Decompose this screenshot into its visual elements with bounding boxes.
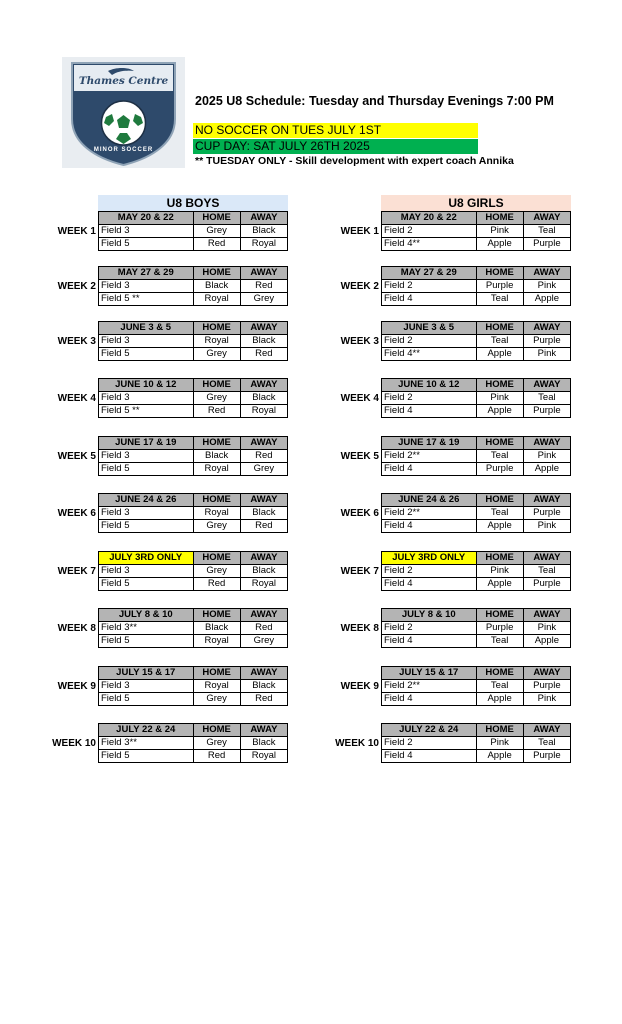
home-header: HOME bbox=[476, 437, 523, 450]
girls-week-3 bbox=[340, 321, 622, 364]
home-team-cell: Royal bbox=[193, 507, 240, 520]
home-team-cell: Royal bbox=[193, 335, 240, 348]
girls-week-4 bbox=[340, 378, 622, 421]
table-row bbox=[99, 335, 288, 348]
home-header: HOME bbox=[193, 494, 240, 507]
field-cell: Field 4 bbox=[382, 693, 477, 706]
field-cell: Field 2 bbox=[382, 280, 477, 293]
field-cell: Field 5 bbox=[99, 348, 194, 361]
away-team-cell: Pink bbox=[523, 693, 570, 706]
away-team-cell: Black bbox=[240, 392, 287, 405]
away-header: AWAY bbox=[523, 437, 570, 450]
schedule-table bbox=[98, 266, 288, 306]
away-team-cell: Grey bbox=[240, 635, 287, 648]
home-team-cell: Teal bbox=[476, 335, 523, 348]
week-dates: MAY 27 & 29 bbox=[382, 267, 477, 280]
away-header: AWAY bbox=[240, 667, 287, 680]
week-label: WEEK 3 bbox=[340, 336, 379, 347]
week-label: WEEK 4 bbox=[340, 393, 379, 404]
home-team-cell: Apple bbox=[476, 750, 523, 763]
home-team-cell: Teal bbox=[476, 293, 523, 306]
field-cell: Field 2 bbox=[382, 225, 477, 238]
table-row bbox=[99, 693, 288, 706]
home-team-cell: Pink bbox=[476, 225, 523, 238]
field-cell: Field 4 bbox=[382, 578, 477, 591]
home-header: HOME bbox=[193, 379, 240, 392]
table-header-row bbox=[99, 267, 288, 280]
boys-section-title: U8 BOYS bbox=[98, 195, 288, 211]
field-cell: Field 2** bbox=[382, 507, 477, 520]
away-team-cell: Apple bbox=[523, 463, 570, 476]
home-team-cell: Purple bbox=[476, 280, 523, 293]
away-header: AWAY bbox=[240, 724, 287, 737]
week-dates: JUNE 17 & 19 bbox=[382, 437, 477, 450]
field-cell: Field 3 bbox=[99, 450, 194, 463]
away-header: AWAY bbox=[523, 212, 570, 225]
table-row bbox=[99, 737, 288, 750]
week-label: WEEK 7 bbox=[57, 566, 96, 577]
girls-week-1 bbox=[340, 211, 622, 254]
table-row bbox=[382, 737, 571, 750]
week-dates: JULY 3RD ONLY bbox=[99, 552, 194, 565]
girls-week-6 bbox=[340, 493, 622, 536]
home-team-cell: Apple bbox=[476, 348, 523, 361]
week-label: WEEK 5 bbox=[340, 451, 379, 462]
home-team-cell: Teal bbox=[476, 635, 523, 648]
week-label: WEEK 1 bbox=[57, 226, 96, 237]
home-header: HOME bbox=[476, 494, 523, 507]
away-header: AWAY bbox=[523, 379, 570, 392]
girls-week-7 bbox=[340, 551, 622, 594]
field-cell: Field 4** bbox=[382, 348, 477, 361]
week-label: WEEK 6 bbox=[57, 508, 96, 519]
table-row bbox=[382, 463, 571, 476]
table-header-row bbox=[99, 667, 288, 680]
field-cell: Field 3 bbox=[99, 507, 194, 520]
week-dates: JUNE 10 & 12 bbox=[99, 379, 194, 392]
table-row bbox=[382, 225, 571, 238]
table-row bbox=[99, 578, 288, 591]
away-header: AWAY bbox=[240, 379, 287, 392]
field-cell: Field 2 bbox=[382, 737, 477, 750]
table-header-row bbox=[99, 322, 288, 335]
away-team-cell: Apple bbox=[523, 293, 570, 306]
schedule-table bbox=[98, 493, 288, 533]
home-header: HOME bbox=[193, 267, 240, 280]
home-team-cell: Black bbox=[193, 280, 240, 293]
home-team-cell: Teal bbox=[476, 450, 523, 463]
home-header: HOME bbox=[476, 552, 523, 565]
away-header: AWAY bbox=[240, 322, 287, 335]
field-cell: Field 5 ** bbox=[99, 405, 194, 418]
home-team-cell: Apple bbox=[476, 520, 523, 533]
field-cell: Field 5 bbox=[99, 635, 194, 648]
away-team-cell: Black bbox=[240, 507, 287, 520]
away-team-cell: Purple bbox=[523, 238, 570, 251]
table-header-row bbox=[382, 267, 571, 280]
home-team-cell: Red bbox=[193, 238, 240, 251]
week-dates: JUNE 24 & 26 bbox=[382, 494, 477, 507]
girls-week-8 bbox=[340, 608, 622, 651]
home-team-cell: Black bbox=[193, 450, 240, 463]
table-row bbox=[382, 507, 571, 520]
away-team-cell: Purple bbox=[523, 405, 570, 418]
week-dates: JUNE 17 & 19 bbox=[99, 437, 194, 450]
field-cell: Field 5 bbox=[99, 520, 194, 533]
table-row bbox=[382, 335, 571, 348]
week-label: WEEK 9 bbox=[340, 681, 379, 692]
home-header: HOME bbox=[193, 437, 240, 450]
home-team-cell: Pink bbox=[476, 737, 523, 750]
week-dates: JULY 15 & 17 bbox=[382, 667, 477, 680]
table-row bbox=[382, 750, 571, 763]
field-cell: Field 2 bbox=[382, 335, 477, 348]
field-cell: Field 5 bbox=[99, 463, 194, 476]
away-header: AWAY bbox=[240, 437, 287, 450]
away-team-cell: Grey bbox=[240, 293, 287, 306]
away-team-cell: Purple bbox=[523, 507, 570, 520]
week-dates: JULY 22 & 24 bbox=[99, 724, 194, 737]
home-team-cell: Purple bbox=[476, 622, 523, 635]
table-header-row bbox=[99, 437, 288, 450]
away-team-cell: Teal bbox=[523, 225, 570, 238]
field-cell: Field 4 bbox=[382, 520, 477, 533]
table-row bbox=[382, 348, 571, 361]
away-team-cell: Purple bbox=[523, 750, 570, 763]
home-header: HOME bbox=[476, 667, 523, 680]
table-header-row bbox=[99, 724, 288, 737]
girls-week-10 bbox=[335, 723, 622, 766]
away-team-cell: Teal bbox=[523, 392, 570, 405]
table-row bbox=[382, 450, 571, 463]
logo-text-bottom: MINOR SOCCER bbox=[93, 147, 154, 153]
table-row bbox=[99, 622, 288, 635]
away-team-cell: Black bbox=[240, 680, 287, 693]
away-header: AWAY bbox=[240, 609, 287, 622]
week-label: WEEK 9 bbox=[57, 681, 96, 692]
away-header: AWAY bbox=[240, 267, 287, 280]
girls-week-9 bbox=[340, 666, 622, 709]
schedule-table bbox=[381, 436, 571, 476]
week-dates: JUNE 24 & 26 bbox=[99, 494, 194, 507]
table-row bbox=[99, 238, 288, 251]
away-header: AWAY bbox=[240, 552, 287, 565]
table-row bbox=[382, 238, 571, 251]
away-team-cell: Teal bbox=[523, 737, 570, 750]
table-row bbox=[382, 622, 571, 635]
schedule-table bbox=[381, 551, 571, 591]
table-header-row bbox=[99, 379, 288, 392]
table-row bbox=[382, 680, 571, 693]
field-cell: Field 3 bbox=[99, 680, 194, 693]
field-cell: Field 4 bbox=[382, 405, 477, 418]
field-cell: Field 2** bbox=[382, 680, 477, 693]
away-header: AWAY bbox=[240, 212, 287, 225]
notice-no-soccer: NO SOCCER ON TUES JULY 1ST bbox=[193, 123, 478, 138]
table-header-row bbox=[99, 609, 288, 622]
club-logo bbox=[62, 57, 185, 168]
week-dates: JULY 3RD ONLY bbox=[382, 552, 477, 565]
home-team-cell: Red bbox=[193, 578, 240, 591]
table-row bbox=[99, 405, 288, 418]
away-team-cell: Pink bbox=[523, 622, 570, 635]
table-row bbox=[382, 280, 571, 293]
field-cell: Field 4 bbox=[382, 635, 477, 648]
table-header-row bbox=[99, 552, 288, 565]
week-label: WEEK 8 bbox=[340, 623, 379, 634]
home-team-cell: Grey bbox=[193, 693, 240, 706]
field-cell: Field 5 bbox=[99, 238, 194, 251]
field-cell: Field 2 bbox=[382, 392, 477, 405]
schedule-table bbox=[381, 666, 571, 706]
away-team-cell: Red bbox=[240, 693, 287, 706]
home-team-cell: Grey bbox=[193, 392, 240, 405]
away-team-cell: Red bbox=[240, 450, 287, 463]
away-header: AWAY bbox=[523, 552, 570, 565]
field-cell: Field 2 bbox=[382, 622, 477, 635]
table-row bbox=[382, 565, 571, 578]
away-team-cell: Teal bbox=[523, 565, 570, 578]
field-cell: Field 3** bbox=[99, 622, 194, 635]
week-label: WEEK 1 bbox=[340, 226, 379, 237]
away-team-cell: Red bbox=[240, 622, 287, 635]
girls-week-5 bbox=[340, 436, 622, 479]
week-dates: MAY 20 & 22 bbox=[99, 212, 194, 225]
table-header-row bbox=[382, 437, 571, 450]
home-team-cell: Royal bbox=[193, 680, 240, 693]
field-cell: Field 5 ** bbox=[99, 293, 194, 306]
home-header: HOME bbox=[193, 552, 240, 565]
table-row bbox=[99, 635, 288, 648]
week-label: WEEK 2 bbox=[340, 281, 379, 292]
home-team-cell: Grey bbox=[193, 348, 240, 361]
home-team-cell: Pink bbox=[476, 392, 523, 405]
table-header-row bbox=[99, 494, 288, 507]
away-header: AWAY bbox=[523, 494, 570, 507]
week-dates: JULY 15 & 17 bbox=[99, 667, 194, 680]
week-label: WEEK 2 bbox=[57, 281, 96, 292]
home-team-cell: Apple bbox=[476, 578, 523, 591]
skill-development-note: ** TUESDAY ONLY - Skill development with expert coach Annika bbox=[195, 155, 514, 167]
away-team-cell: Black bbox=[240, 737, 287, 750]
away-header: AWAY bbox=[523, 322, 570, 335]
away-team-cell: Pink bbox=[523, 520, 570, 533]
home-header: HOME bbox=[476, 322, 523, 335]
away-team-cell: Red bbox=[240, 280, 287, 293]
girls-section-title: U8 GIRLS bbox=[381, 195, 571, 211]
week-label: WEEK 10 bbox=[52, 738, 96, 749]
home-header: HOME bbox=[193, 212, 240, 225]
home-team-cell: Grey bbox=[193, 225, 240, 238]
schedule-table bbox=[381, 723, 571, 763]
schedule-table bbox=[381, 321, 571, 361]
week-dates: JULY 8 & 10 bbox=[99, 609, 194, 622]
field-cell: Field 2** bbox=[382, 450, 477, 463]
home-team-cell: Black bbox=[193, 622, 240, 635]
away-team-cell: Grey bbox=[240, 463, 287, 476]
home-header: HOME bbox=[476, 267, 523, 280]
away-header: AWAY bbox=[523, 609, 570, 622]
table-row bbox=[99, 293, 288, 306]
home-team-cell: Apple bbox=[476, 405, 523, 418]
home-team-cell: Royal bbox=[193, 293, 240, 306]
home-team-cell: Red bbox=[193, 750, 240, 763]
week-dates: JUNE 3 & 5 bbox=[99, 322, 194, 335]
week-dates: JUNE 3 & 5 bbox=[382, 322, 477, 335]
home-header: HOME bbox=[476, 609, 523, 622]
field-cell: Field 4 bbox=[382, 750, 477, 763]
field-cell: Field 3 bbox=[99, 280, 194, 293]
schedule-table bbox=[381, 493, 571, 533]
home-header: HOME bbox=[193, 609, 240, 622]
field-cell: Field 3** bbox=[99, 737, 194, 750]
table-row bbox=[382, 693, 571, 706]
schedule-table bbox=[381, 266, 571, 306]
away-team-cell: Purple bbox=[523, 578, 570, 591]
home-team-cell: Red bbox=[193, 405, 240, 418]
table-header-row bbox=[382, 212, 571, 225]
schedule-table bbox=[98, 608, 288, 648]
away-team-cell: Pink bbox=[523, 280, 570, 293]
week-label: WEEK 10 bbox=[335, 738, 379, 749]
table-row bbox=[382, 578, 571, 591]
week-dates: JULY 8 & 10 bbox=[382, 609, 477, 622]
away-team-cell: Royal bbox=[240, 750, 287, 763]
notice-cup-day: CUP DAY: SAT JULY 26TH 2025 bbox=[193, 139, 478, 154]
away-team-cell: Royal bbox=[240, 405, 287, 418]
table-row bbox=[99, 348, 288, 361]
table-header-row bbox=[382, 667, 571, 680]
away-header: AWAY bbox=[523, 667, 570, 680]
table-row bbox=[99, 507, 288, 520]
schedule-table bbox=[381, 378, 571, 418]
table-row bbox=[382, 392, 571, 405]
home-team-cell: Grey bbox=[193, 737, 240, 750]
field-cell: Field 3 bbox=[99, 335, 194, 348]
table-header-row bbox=[99, 212, 288, 225]
week-label: WEEK 4 bbox=[57, 393, 96, 404]
field-cell: Field 4 bbox=[382, 463, 477, 476]
table-header-row bbox=[382, 322, 571, 335]
week-label: WEEK 3 bbox=[57, 336, 96, 347]
week-label: WEEK 7 bbox=[340, 566, 379, 577]
week-dates: MAY 27 & 29 bbox=[99, 267, 194, 280]
logo-text-top: Thames Centre bbox=[78, 75, 169, 87]
home-header: HOME bbox=[476, 724, 523, 737]
schedule-table bbox=[98, 436, 288, 476]
field-cell: Field 3 bbox=[99, 565, 194, 578]
schedule-table bbox=[98, 551, 288, 591]
week-label: WEEK 8 bbox=[57, 623, 96, 634]
away-team-cell: Red bbox=[240, 348, 287, 361]
home-team-cell: Royal bbox=[193, 635, 240, 648]
table-row bbox=[382, 293, 571, 306]
table-row bbox=[99, 280, 288, 293]
away-team-cell: Red bbox=[240, 520, 287, 533]
home-header: HOME bbox=[476, 379, 523, 392]
away-team-cell: Black bbox=[240, 565, 287, 578]
table-row bbox=[99, 463, 288, 476]
schedule-table bbox=[381, 211, 571, 251]
away-team-cell: Pink bbox=[523, 450, 570, 463]
table-header-row bbox=[382, 609, 571, 622]
schedule-table bbox=[98, 723, 288, 763]
away-team-cell: Apple bbox=[523, 635, 570, 648]
table-row bbox=[99, 680, 288, 693]
page-title: 2025 U8 Schedule: Tuesday and Thursday Evenings 7:00 PM bbox=[195, 94, 554, 108]
table-row bbox=[99, 520, 288, 533]
table-row bbox=[99, 450, 288, 463]
week-label: WEEK 5 bbox=[57, 451, 96, 462]
away-header: AWAY bbox=[523, 267, 570, 280]
week-dates: JULY 22 & 24 bbox=[382, 724, 477, 737]
home-team-cell: Pink bbox=[476, 565, 523, 578]
table-header-row bbox=[382, 379, 571, 392]
field-cell: Field 4** bbox=[382, 238, 477, 251]
home-team-cell: Royal bbox=[193, 463, 240, 476]
week-label: WEEK 6 bbox=[340, 508, 379, 519]
home-header: HOME bbox=[476, 212, 523, 225]
table-header-row bbox=[382, 494, 571, 507]
home-header: HOME bbox=[193, 724, 240, 737]
field-cell: Field 4 bbox=[382, 293, 477, 306]
table-row bbox=[99, 225, 288, 238]
schedule-table bbox=[98, 211, 288, 251]
field-cell: Field 5 bbox=[99, 693, 194, 706]
away-header: AWAY bbox=[523, 724, 570, 737]
table-header-row bbox=[382, 552, 571, 565]
home-team-cell: Grey bbox=[193, 565, 240, 578]
away-header: AWAY bbox=[240, 494, 287, 507]
home-team-cell: Teal bbox=[476, 680, 523, 693]
schedule-table bbox=[381, 608, 571, 648]
away-team-cell: Royal bbox=[240, 238, 287, 251]
week-dates: JUNE 10 & 12 bbox=[382, 379, 477, 392]
field-cell: Field 5 bbox=[99, 750, 194, 763]
week-dates: MAY 20 & 22 bbox=[382, 212, 477, 225]
away-team-cell: Pink bbox=[523, 348, 570, 361]
table-header-row bbox=[382, 724, 571, 737]
schedule-table bbox=[98, 321, 288, 361]
table-row bbox=[382, 405, 571, 418]
table-row bbox=[99, 392, 288, 405]
home-team-cell: Teal bbox=[476, 507, 523, 520]
schedule-table bbox=[98, 378, 288, 418]
field-cell: Field 3 bbox=[99, 392, 194, 405]
field-cell: Field 5 bbox=[99, 578, 194, 591]
field-cell: Field 2 bbox=[382, 565, 477, 578]
table-row bbox=[99, 565, 288, 578]
home-team-cell: Apple bbox=[476, 693, 523, 706]
home-team-cell: Grey bbox=[193, 520, 240, 533]
table-row bbox=[99, 750, 288, 763]
home-team-cell: Apple bbox=[476, 238, 523, 251]
away-team-cell: Purple bbox=[523, 335, 570, 348]
home-header: HOME bbox=[193, 667, 240, 680]
away-team-cell: Royal bbox=[240, 578, 287, 591]
away-team-cell: Black bbox=[240, 335, 287, 348]
field-cell: Field 3 bbox=[99, 225, 194, 238]
home-header: HOME bbox=[193, 322, 240, 335]
away-team-cell: Black bbox=[240, 225, 287, 238]
table-row bbox=[382, 520, 571, 533]
home-team-cell: Purple bbox=[476, 463, 523, 476]
away-team-cell: Purple bbox=[523, 680, 570, 693]
schedule-table bbox=[98, 666, 288, 706]
table-row bbox=[382, 635, 571, 648]
girls-week-2 bbox=[340, 266, 622, 309]
